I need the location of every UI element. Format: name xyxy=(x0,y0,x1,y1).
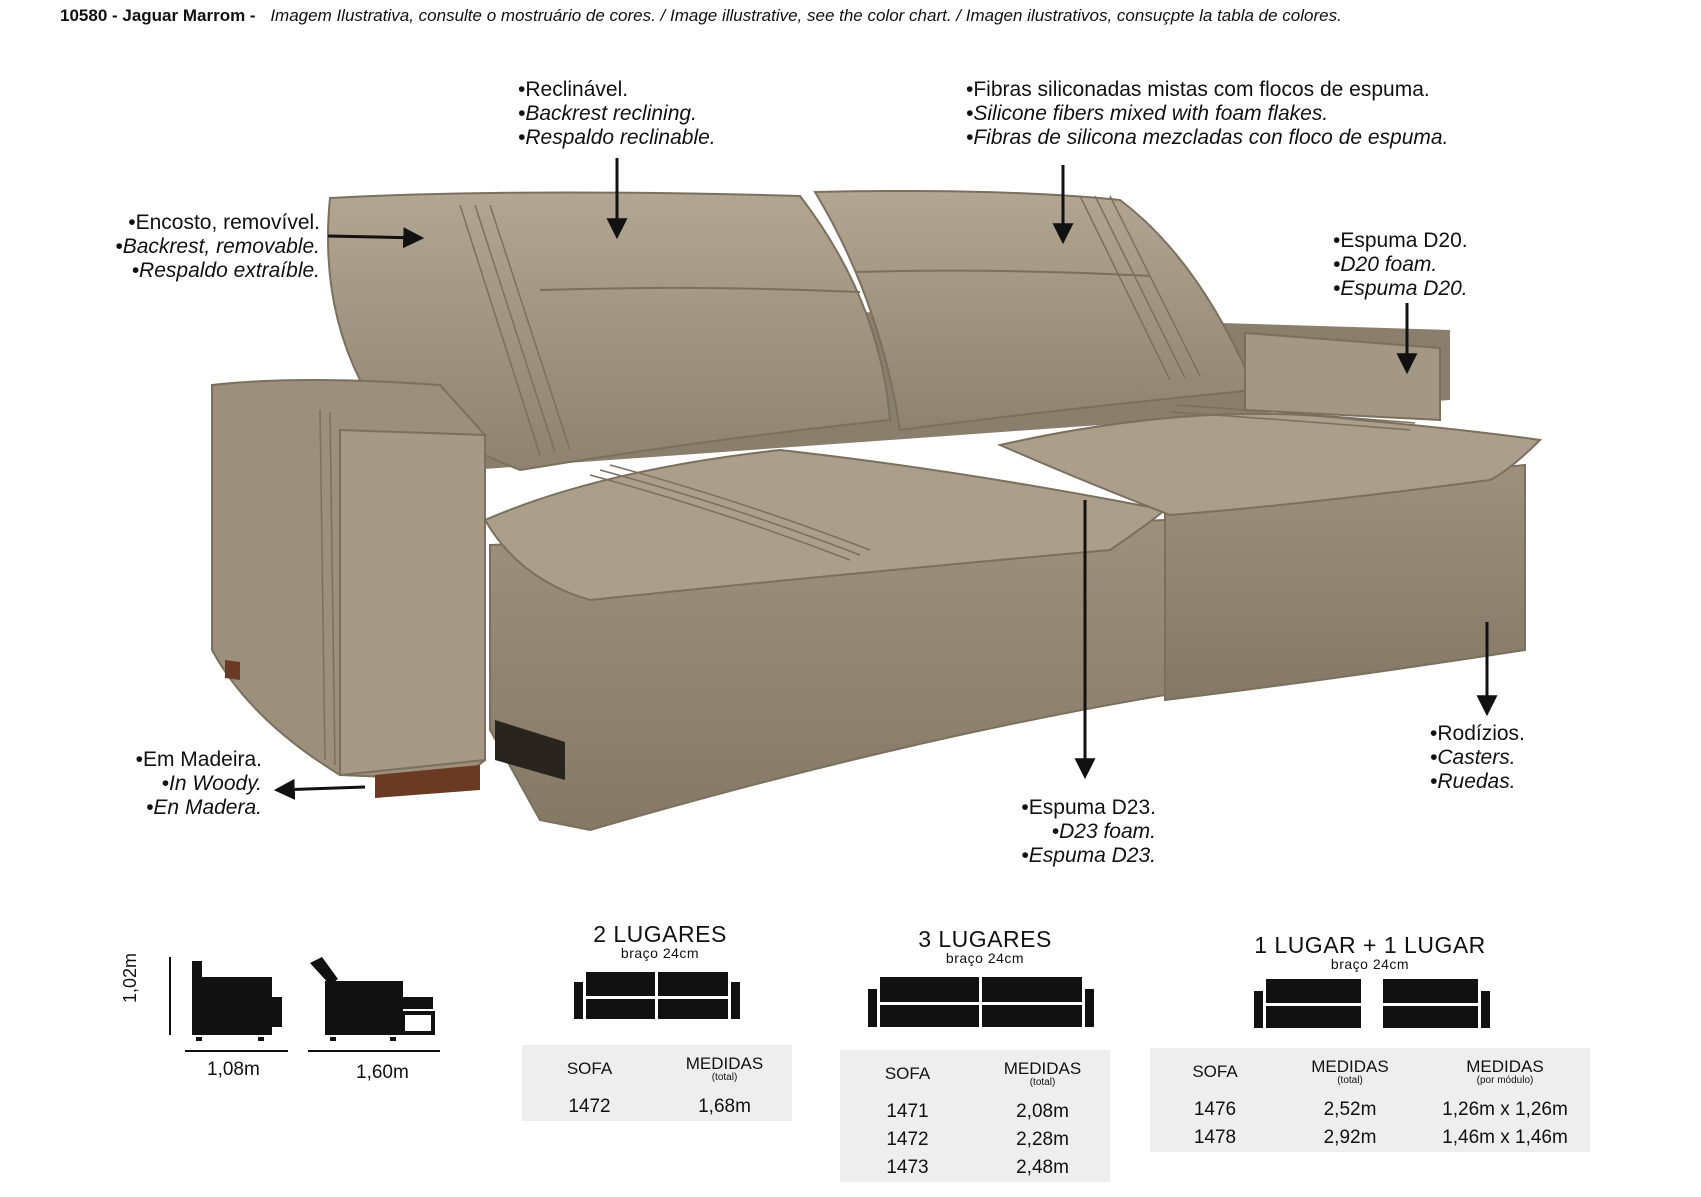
icon-sofa-3-seats xyxy=(866,975,1096,1031)
icon-sofa-2-seats xyxy=(572,970,742,1022)
title-3-lugares: 3 LUGARES braço 24cm xyxy=(918,926,1052,966)
title-1-mais-1-lugar: 1 LUGAR + 1 LUGAR braço 24cm xyxy=(1254,932,1486,972)
arrow-encosto xyxy=(328,236,420,238)
table-row: 1476 2,52m 1,26m x 1,26m xyxy=(1150,1096,1590,1124)
table-3-lugares: SOFA MEDIDAS (total) 1471 2,08m 1472 2,28m 1473 2,48m xyxy=(840,1050,1110,1182)
table-row: 1473 2,48m xyxy=(840,1154,1110,1182)
callout-rodizios: •Rodízios. •Casters. •Ruedas. xyxy=(1430,722,1525,793)
dimension-diagram xyxy=(140,955,460,1095)
callout-espuma-d23: •Espuma D23. •D23 foam. •Espuma D23. xyxy=(1021,796,1156,867)
table-2-lugares: SOFA MEDIDAS (total) 1472 1,68m xyxy=(522,1045,792,1121)
arrow-madeira xyxy=(278,787,365,790)
table-1-mais-1-lugar: SOFA MEDIDAS (total) MEDIDAS (por módulo) 1476 2,52m 1,26m x 1,26m 1478 2,92m 1,46m x 1,46m xyxy=(1150,1048,1590,1152)
table-row: 1472 2,28m xyxy=(840,1126,1110,1154)
title-2-lugares: 2 LUGARES braço 24cm xyxy=(593,921,727,961)
product-code: 10580 - Jaguar Marrom - xyxy=(60,6,256,25)
wood-foot-back xyxy=(225,660,240,680)
table-row: 1472 1,68m xyxy=(522,1093,792,1121)
callout-fibras: •Fibras siliconadas mistas com flocos de espuma. •Silicone fibers mixed with foam flakes. •Fibras de silicona mezcladas con floco de espuma. xyxy=(966,78,1449,149)
depth-closed-label: 1,08m xyxy=(207,1059,260,1080)
sofa-side-open xyxy=(325,981,403,1035)
armrest-right xyxy=(1245,333,1440,420)
height-label: 1,02m xyxy=(120,952,140,1003)
table-row: 1471 2,08m xyxy=(840,1098,1110,1126)
icon-sofa-1-plus-1 xyxy=(1252,977,1492,1033)
callout-reclinavel: •Reclinável. •Backrest reclining. •Respaldo reclinable. xyxy=(518,78,716,149)
callout-madeira: •Em Madeira. •In Woody. •En Madera. xyxy=(135,748,262,819)
callout-encosto: •Encosto, removível. •Backrest, removable. •Respaldo extraíble. xyxy=(115,211,320,282)
depth-open-label: 1,60m xyxy=(356,1062,409,1083)
illustrative-note: Imagem Ilustrativa, consulte o mostruário de cores. / Image illustrative, see the color chart. / Imagen ilustrativos, consuçpte la tabla de colores. xyxy=(270,6,1342,25)
table-row: 1478 2,92m 1,46m x 1,46m xyxy=(1150,1124,1590,1152)
callout-espuma-d20: •Espuma D20. •D20 foam. •Espuma D20. xyxy=(1333,229,1468,300)
sofa-side-closed xyxy=(192,977,272,1035)
